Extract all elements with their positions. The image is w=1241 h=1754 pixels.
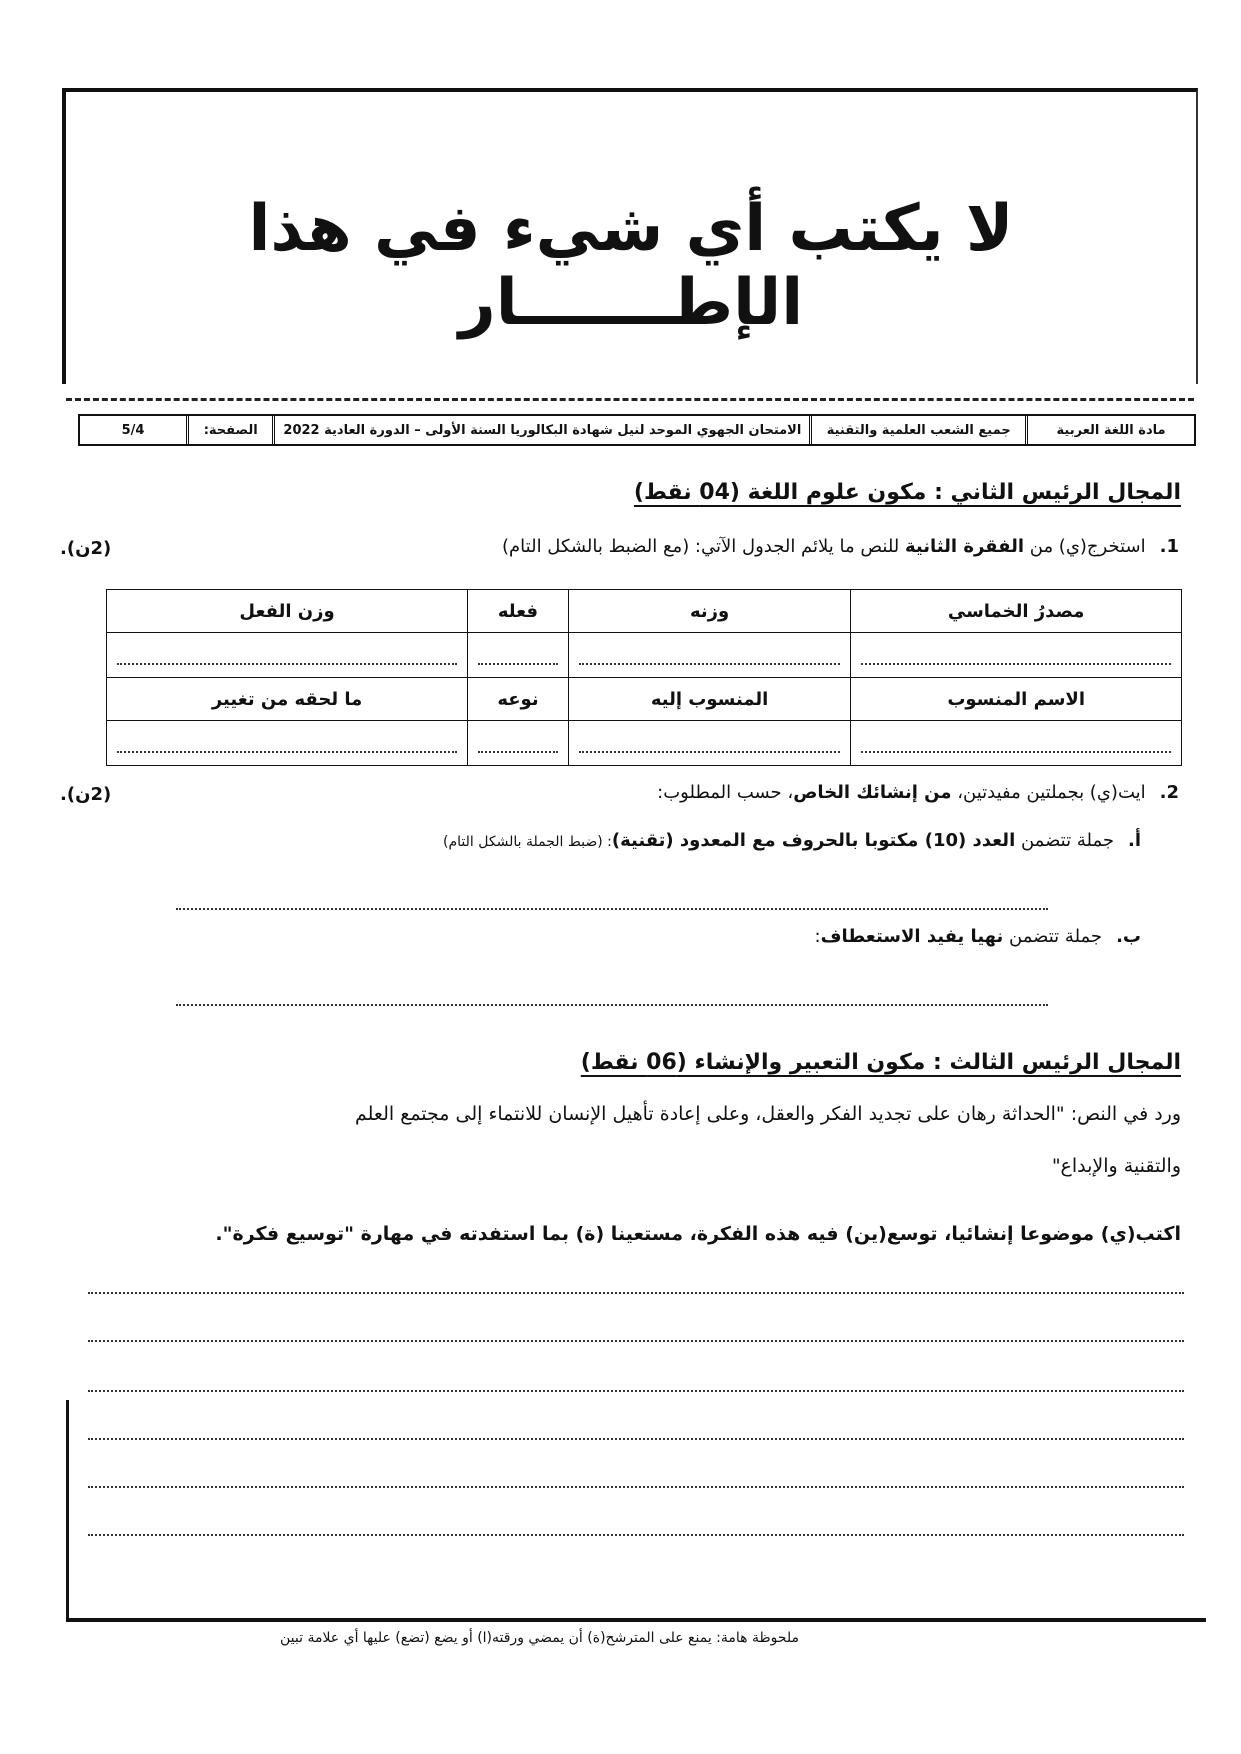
- question-1-number: 1.: [1159, 536, 1179, 557]
- question-2-text-bold: من إنشائك الخاص: [793, 782, 952, 803]
- question-1-points: (2ن).: [60, 538, 112, 559]
- question-2-points: (2ن).: [60, 784, 112, 805]
- question-1-text-post: للنص ما يلائم الجدول الآتي: (مع الضبط بالشكل التام): [502, 536, 906, 557]
- answer-cell[interactable]: [851, 721, 1182, 766]
- question-2a: [443, 830, 1141, 851]
- table-header-cell: مصدرُ الخماسي: [851, 590, 1182, 633]
- table-header-cell: وزنه: [568, 590, 850, 633]
- cut-line: [66, 398, 1194, 401]
- table-header-cell: ما لحقه من تغيير: [107, 678, 468, 721]
- no-write-frame: [62, 88, 1198, 384]
- answer-cell[interactable]: [568, 721, 850, 766]
- extraction-table: [106, 589, 1182, 766]
- no-write-notice: لا يكتب أي شيء في هذا الإطـــــــار: [248, 192, 1014, 340]
- table-header-cell: المنسوب إليه: [568, 678, 850, 721]
- question-2b-text-post: :: [814, 926, 821, 947]
- table-header-row: [107, 590, 1182, 633]
- answer-cell[interactable]: [468, 721, 569, 766]
- question-2-text-pre: ايت(ي) بجملتين مفيدتين،: [951, 782, 1146, 803]
- left-border: [66, 1400, 69, 1620]
- answer-line[interactable]: [176, 908, 1048, 910]
- question-2: [657, 782, 1179, 803]
- question-2-number: 2.: [1159, 782, 1179, 803]
- header-branches: جميع الشعب العلمية والتقنية: [809, 416, 1025, 444]
- answer-line[interactable]: [176, 1004, 1048, 1006]
- quote-line-1: ورد في النص: "الحداثة رهان على تجديد الفكر والعقل، وعلى إعادة تأهيل الإنسان للانتماء إلى مجتمع العلم: [355, 1103, 1181, 1125]
- section2-title: المجال الرئيس الثاني : مكون علوم اللغة (04 نقط): [633, 480, 1181, 505]
- table-header-cell: نوعه: [468, 678, 569, 721]
- answer-line[interactable]: [88, 1534, 1184, 1536]
- answer-cell[interactable]: [468, 633, 569, 678]
- header-page-label: الصفحة:: [186, 416, 272, 444]
- question-1-text-bold: الفقرة الثانية: [905, 536, 1025, 557]
- essay-instruction: اكتب(ي) موضوعا إنشائيا، توسع(ين) فيه هذه الفكرة، مستعينا (ة) بما استفدته في مهارة "توسيع فكرة".: [215, 1223, 1181, 1245]
- table-answer-row: [107, 633, 1182, 678]
- answer-cell[interactable]: [107, 633, 468, 678]
- footer-note: ملحوظة هامة: يمنع على المترشح(ة) أن يمضي ورقته(ا) أو يضع (تضع) عليها أي علامة تبين: [280, 1630, 800, 1646]
- answer-cell[interactable]: [568, 633, 850, 678]
- question-2a-text-pre: جملة تتضمن: [1015, 830, 1114, 851]
- table-header-row: [107, 678, 1182, 721]
- header-subject: مادة اللغة العربية: [1025, 416, 1194, 444]
- answer-cell[interactable]: [851, 633, 1182, 678]
- question-1: [502, 536, 1179, 557]
- answer-line[interactable]: [88, 1340, 1184, 1342]
- question-2a-label: أ.: [1127, 830, 1141, 851]
- header-page-number: 5/4: [121, 422, 145, 438]
- question-1-text-pre: استخرج(ي) من: [1024, 536, 1146, 557]
- exam-header: [78, 414, 1196, 446]
- quote-line-2: والتقنية والإبداع": [1051, 1155, 1181, 1177]
- answer-cell[interactable]: [107, 721, 468, 766]
- table-header-cell: فعله: [468, 590, 569, 633]
- answer-line[interactable]: [88, 1390, 1184, 1392]
- question-2a-note: : (ضبط الجملة بالشكل التام): [443, 834, 612, 850]
- table-header-cell: وزن الفعل: [107, 590, 468, 633]
- bottom-border: [66, 1618, 1206, 1622]
- header-exam-title: الامتحان الجهوي الموحد لنيل شهادة البكالوريا السنة الأولى – الدورة العادية 2022: [272, 416, 809, 444]
- question-2b-text-bold: نهيا يفيد الاستعطاف: [820, 926, 1004, 947]
- question-2-text-post: ، حسب المطلوب:: [657, 782, 794, 803]
- question-2b: [815, 926, 1142, 947]
- question-2a-text-bold: العدد (10) مكتوبا بالحروف مع المعدود (تقنية): [611, 830, 1016, 851]
- question-2b-label: ب.: [1116, 926, 1141, 947]
- table-header-cell: الاسم المنسوب: [851, 678, 1182, 721]
- answer-line[interactable]: [88, 1486, 1184, 1488]
- answer-line[interactable]: [88, 1292, 1184, 1294]
- answer-line[interactable]: [88, 1438, 1184, 1440]
- question-2b-text-pre: جملة تتضمن: [1003, 926, 1103, 947]
- section3-title: المجال الرئيس الثالث : مكون التعبير والإنشاء (06 نقط): [580, 1050, 1181, 1075]
- table-answer-row: [107, 721, 1182, 766]
